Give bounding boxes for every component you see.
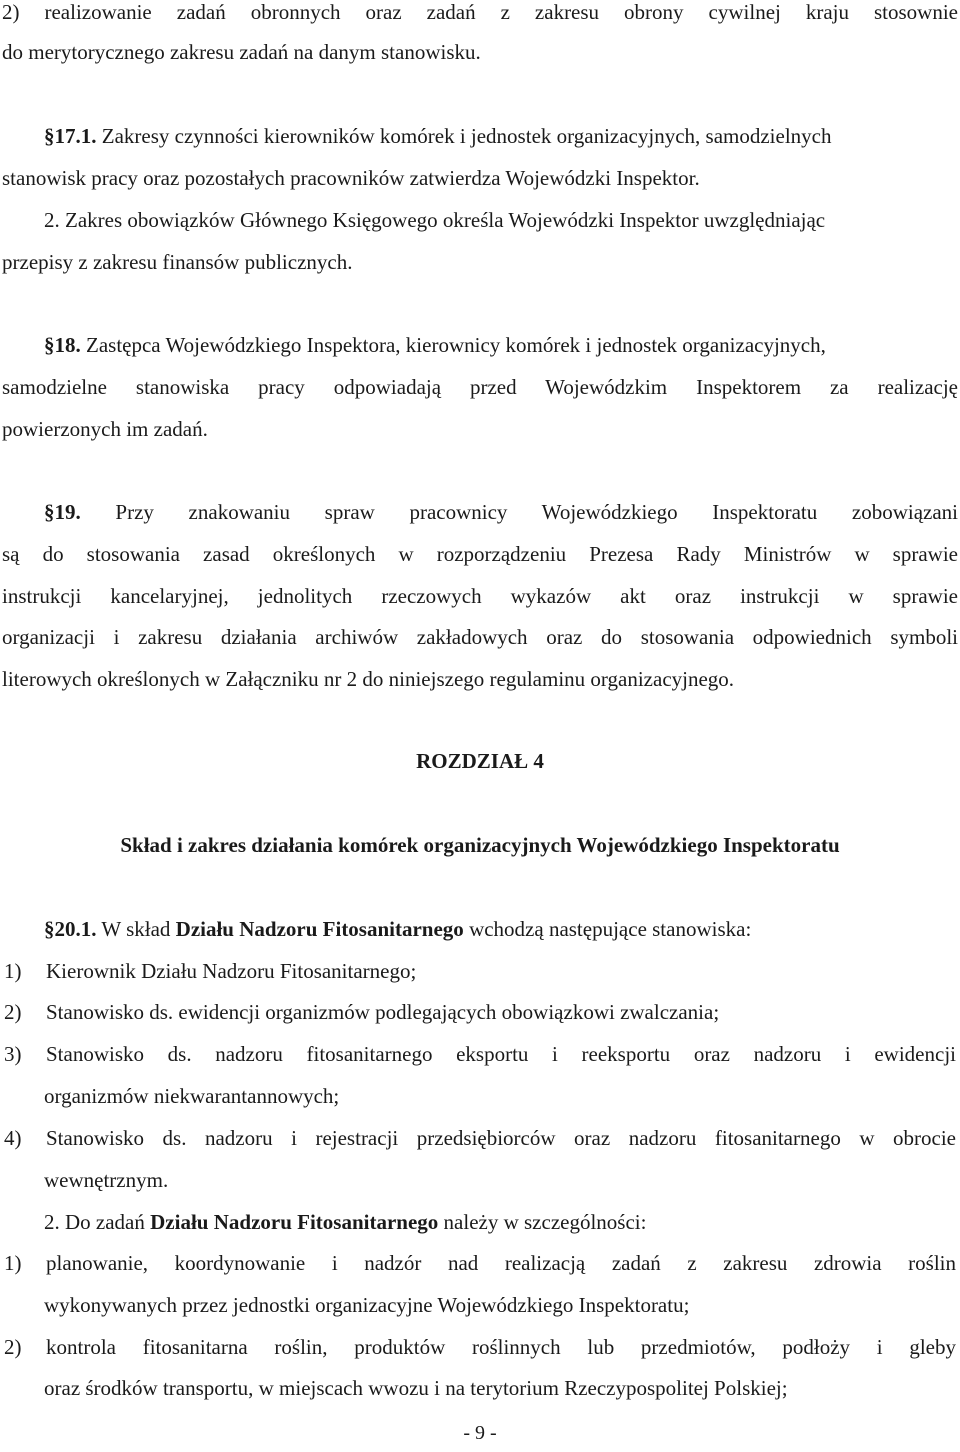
paragraph-18-line-2: samodzielne stanowiska pracy odpowiadają przed Wojewódzkim Inspektorem za realizację [2,375,958,399]
list-item-continuation: wewnętrznym. [44,1168,169,1192]
list-item-text: Stanowisko ds. nadzoru i rejestracji przedsiębiorców oraz nadzoru fitosanitarnego w obrocie [46,1126,956,1150]
list-item-continuation: oraz środków transportu, w miejscach wwozu i na terytorium Rzeczypospolitej Polskiej; [44,1376,788,1400]
list-item-2-line-1: 2) realizowanie zadań obronnych oraz zadań z zakresu obrony cywilnej kraju stosownie [2,0,958,24]
paragraph-20-post: wchodzą następujące stanowiska: [469,917,752,941]
paragraph-19-line-5: literowych określonych w Załączniku nr 2 do niniejszego regulaminu organizacyjnego. [2,667,735,691]
paragraph-19-text: Przy znakowaniu spraw pracownicy Wojewódzkiego Inspektoratu zobowiązani [115,500,958,524]
list-item-2-line-2: do merytorycznego zakresu zadań na danym stanowisku. [2,40,481,64]
paragraph-17-2-line-2: przepisy z zakresu finansów publicznych. [2,250,353,274]
list-item-text: Stanowisko ds. ewidencji organizmów podlegających obowiązkowi zwalczania; [46,1000,720,1024]
list-item [2,1332,958,1362]
paragraph-20-2-pre: Do zadań [65,1210,145,1234]
paragraph-17-2-number: 2. [44,208,60,232]
list-item-text: planowanie, koordynowanie i nadzór nad realizacją zadań z zakresu zdrowia roślin [46,1251,956,1275]
paragraph-17-line-1 [44,121,958,151]
list-item-text: kontrola fitosanitarna roślin, produktów roślinnych lub przedmiotów, podłoży i gleby [46,1335,956,1359]
paragraph-20-pre: W skład [101,917,171,941]
chapter-title: ROZDZIAŁ 4 [416,749,544,773]
chapter-subtitle: Skład i zakres działania komórek organizacyjnych Wojewódzkiego Inspektoratu [120,833,840,857]
paragraph-18-line-1 [44,330,958,360]
list-item-continuation: organizmów niekwarantannowych; [44,1084,340,1108]
list-item-text: Stanowisko ds. nadzoru fitosanitarnego eksportu i reeksportu oraz nadzoru i ewidencji [46,1042,956,1066]
paragraph-19-line-3: instrukcji kancelaryjnej, jednolitych rzeczowych wykazów akt oraz instrukcji w sprawie [2,584,958,608]
list-item [2,1248,958,1278]
list-item-number: 3) [4,1042,22,1066]
paragraph-19-line-1 [44,497,958,527]
list-item-number: 2) [4,1335,22,1359]
paragraph-18-text: Zastępca Wojewódzkiego Inspektora, kierownicy komórek i jednostek organizacyjnych, [86,333,826,357]
paragraph-17-line-2: stanowisk pracy oraz pozostałych pracowników zatwierdza Wojewódzki Inspektor. [2,166,700,190]
paragraph-18-number: §18. [44,333,81,357]
paragraph-17-number: §17.1. [44,124,97,148]
paragraph-20-2-number: 2. [44,1210,60,1234]
department-name: Działu Nadzoru Fitosanitarnego [150,1210,439,1234]
paragraph-20-line-1 [44,914,958,944]
list-item-number: 2) [4,1000,22,1024]
list-item-number: 4) [4,1126,22,1150]
paragraph-19-line-2: są do stosowania zasad określonych w rozporządzeniu Prezesa Rady Ministrów w sprawie [2,542,958,566]
list-item [2,956,958,986]
list-item-text: Kierownik Działu Nadzoru Fitosanitarnego; [46,959,417,983]
paragraph-20-2-line-1 [44,1207,958,1237]
page-number: - 9 - [463,1422,497,1444]
paragraph-20-number: §20.1. [44,917,97,941]
list-item [2,1039,958,1069]
paragraph-20-2-post: należy w szczególności: [443,1210,647,1234]
paragraph-19-number: §19. [44,500,81,524]
list-item-continuation: wykonywanych przez jednostki organizacyjne Wojewódzkiego Inspektoratu; [44,1293,690,1317]
paragraph-17-2-line-1 [44,205,958,235]
department-name: Działu Nadzoru Fitosanitarnego [175,917,464,941]
paragraph-17-2-text: Zakres obowiązków Głównego Księgowego określa Wojewódzki Inspektor uwzględniając [65,208,826,232]
list-item-number: 1) [4,1251,22,1275]
list-item [2,997,958,1027]
paragraph-19-line-4: organizacji i zakresu działania archiwów zakładowych oraz do stosowania odpowiednich symboli [2,625,958,649]
list-item [2,1123,958,1153]
paragraph-18-line-3: powierzonych im zadań. [2,417,208,441]
list-item-number: 1) [4,959,22,983]
paragraph-17-text: Zakresy czynności kierowników komórek i jednostek organizacyjnych, samodzielnych [101,124,832,148]
